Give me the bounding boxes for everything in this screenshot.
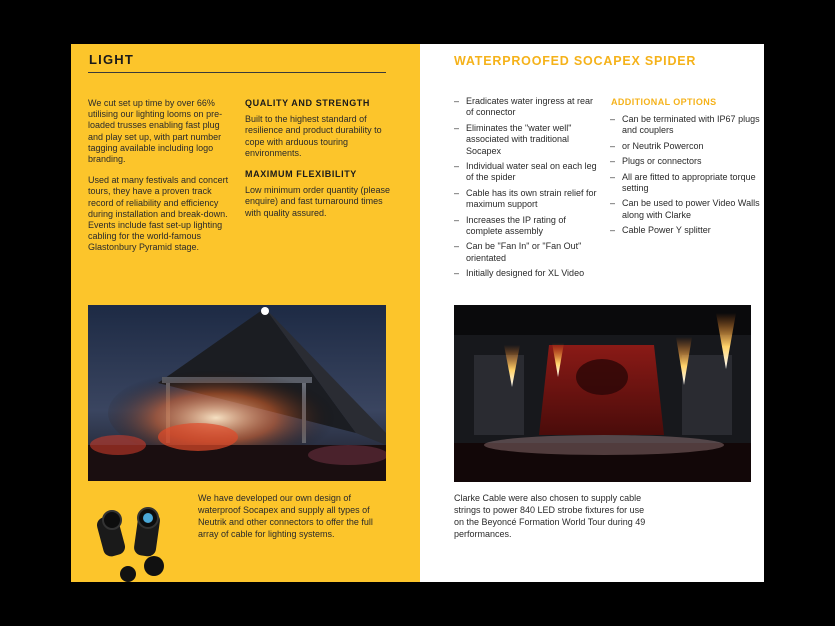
connectors-text: We have developed our own design of waterproof Socapex and supply all types of Neutrik and other connectors to offer the full array of cable for lighting systems.: [198, 493, 373, 539]
light-heading: LIGHT: [89, 52, 134, 67]
quality-heading: QUALITY AND STRENGTH: [245, 98, 371, 108]
stadium-stage-photo: [454, 305, 751, 482]
light-intro-column: [88, 98, 231, 264]
light-features-column: [245, 98, 395, 229]
list-item: – or Neutrik Powercon: [610, 141, 760, 152]
options-heading: ADDITIONAL OPTIONS: [611, 97, 717, 107]
heading-rule: [88, 72, 386, 73]
list-item: – Can be "Fan In" or "Fan Out" orientated: [454, 241, 599, 264]
list-item: – Initially designed for XL Video: [454, 268, 599, 279]
spider-features-list: [454, 96, 599, 284]
list-item: – Can be used to power Video Walls along with Clarke: [610, 198, 760, 221]
list-item: – Eradicates water ingress at rear of connector: [454, 96, 599, 119]
spider-panel: [420, 44, 764, 582]
flexibility-heading: MAXIMUM FLEXIBILITY: [245, 169, 357, 180]
spider-heading: WATERPROOFED SOCAPEX SPIDER: [454, 54, 697, 68]
list-item: – Plugs or connectors: [610, 156, 760, 167]
stage-caption: Clarke Cable were also chosen to supply cable strings to power 840 LED strobe fixtures for use on the Beyoncé Formation World Tour during 49 performances.: [454, 493, 646, 539]
brochure-spread: [71, 44, 764, 582]
pyramid-stage-photo: [88, 305, 386, 481]
intro-paragraph: Used at many festivals and concert tours, they have a proven track record of reliability and efficiency during installation and break-down. Events include fast set-up lighting cabling for the world-famous Glastonbury Pyramid stage.: [88, 175, 229, 253]
flexibility-text: Low minimum order quantity (please enquire) and fast turnaround times with quality assured.: [245, 185, 391, 218]
intro-paragraph: We cut set up time by over 66% utilising our lighting looms on pre-loaded trusses enabling fast plug and play set up, with part number tagging available including logo branding.: [88, 98, 223, 165]
list-item: – Can be terminated with IP67 plugs and couplers: [610, 114, 760, 137]
list-item: – Individual water seal on each leg of the spider: [454, 161, 599, 184]
list-item: – Cable has its own strain relief for maximum support: [454, 188, 599, 211]
options-list: [610, 114, 760, 241]
quality-text: Built to the highest standard of resilience and product durability to cope with arduous touring environments.: [245, 114, 382, 158]
list-item: – Eliminates the "water well" associated with traditional Socapex: [454, 123, 599, 157]
list-item: – Increases the IP rating of complete assembly: [454, 215, 599, 238]
list-item: – All are fitted to appropriate torque setting: [610, 172, 760, 195]
light-panel: [71, 44, 420, 582]
list-item: – Cable Power Y splitter: [610, 225, 760, 236]
connector-photo: [88, 490, 182, 582]
